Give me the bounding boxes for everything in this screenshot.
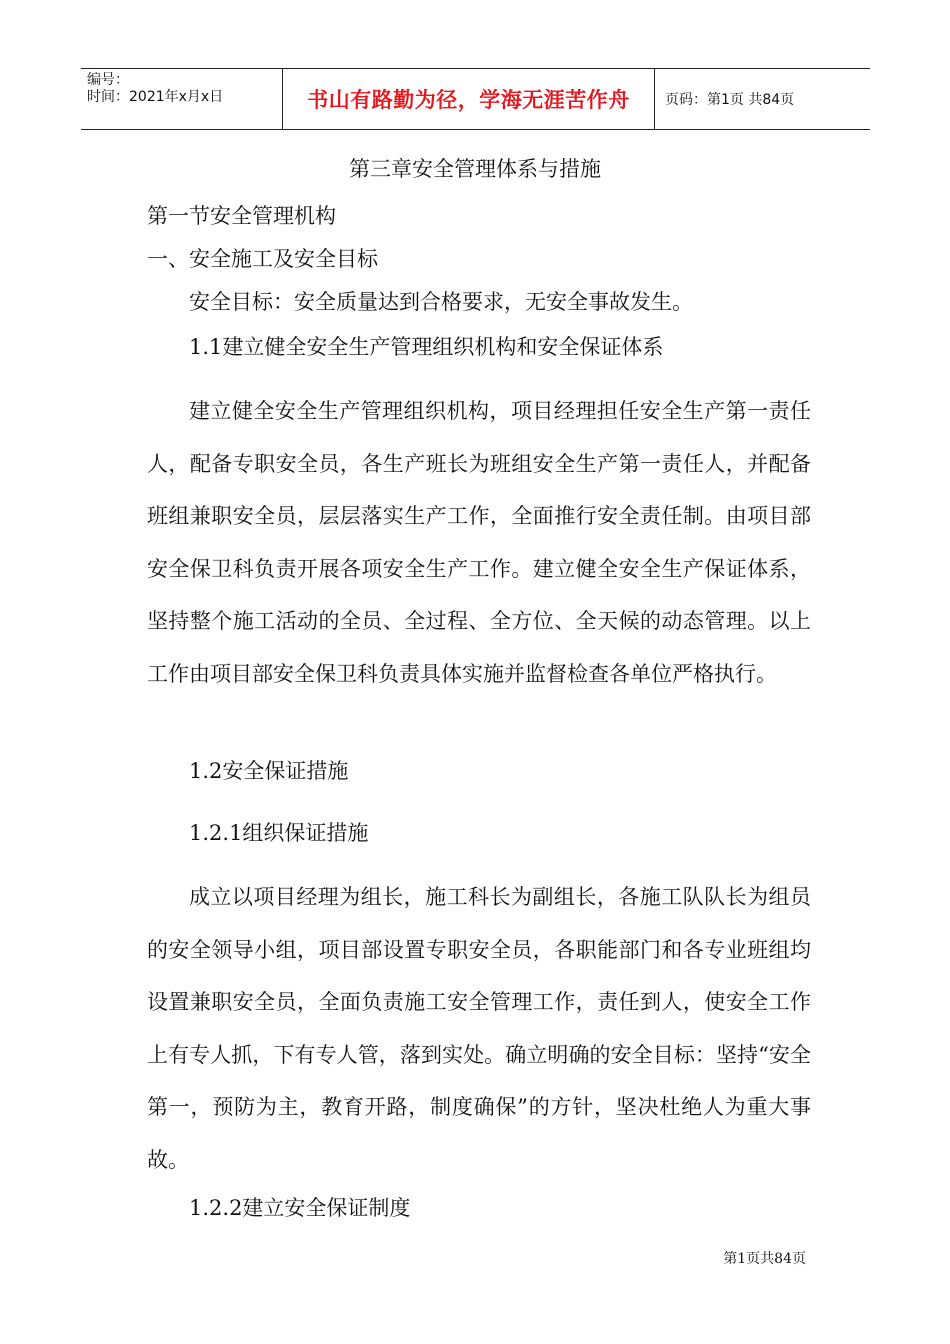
section-title: 第一节安全管理机构 [147,204,336,228]
page-header [81,68,870,130]
header-page-cell [655,69,870,129]
heading-1-1: 1.1建立健全安全生产管理组织机构和安全保证体系 [189,335,664,359]
safety-goal-text: 安全目标：安全质量达到合格要求，无安全事故发生。 [189,290,693,314]
heading-1-2-2: 1.2.2建立安全保证制度 [189,1196,411,1220]
page-footer: 第1页共84页 [723,1251,806,1267]
header-info-cell [81,69,283,129]
header-motto: 书山有路勤为径，学海无涯苦作舟 [307,88,630,112]
heading-1-2-1: 1.2.1组织保证措施 [189,821,369,845]
heading-1-2: 1.2安全保证措施 [189,759,349,783]
paragraph-1-2-1: 成立以项目经理为组长，施工科长为副组长，各施工队队长为组员的安全领导小组，项目部设置专职安全员，各职能部门和各专业班组均设置兼职安全员，全面负责施工安全管理工作，责任到人，使安全工作上有专人抓，下有专人管，落到实处。确立明确的安全目标：坚持“安全第一，预防为主，教育开路，制度确保”的方针，坚决杜绝人为重大事故。 [147,885,811,1172]
paragraph-1-1: 建立健全安全生产管理组织机构，项目经理担任安全生产第一责任人，配备专职安全员，各生产班长为班组安全生产第一责任人，并配备班组兼职安全员，层层落实生产工作，全面推行安全责任制。由项目部安全保卫科负责开展各项安全生产工作。建立健全安全生产保证体系，坚持整个施工活动的全员、全过程、全方位、全天候的动态管理。以上工作由项目部安全保卫科负责具体实施并监督检查各单位严格执行。 [147,399,811,686]
document-time-label: 时间：2021年x月x日 [87,89,224,105]
header-motto-cell [283,69,655,129]
subsection-title: 一、安全施工及安全目标 [147,247,378,271]
chapter-title: 第三章安全管理体系与措施 [349,157,601,181]
document-number-label: 编号： [87,72,129,88]
header-page-number: 页码：第1页 共84页 [665,92,795,108]
